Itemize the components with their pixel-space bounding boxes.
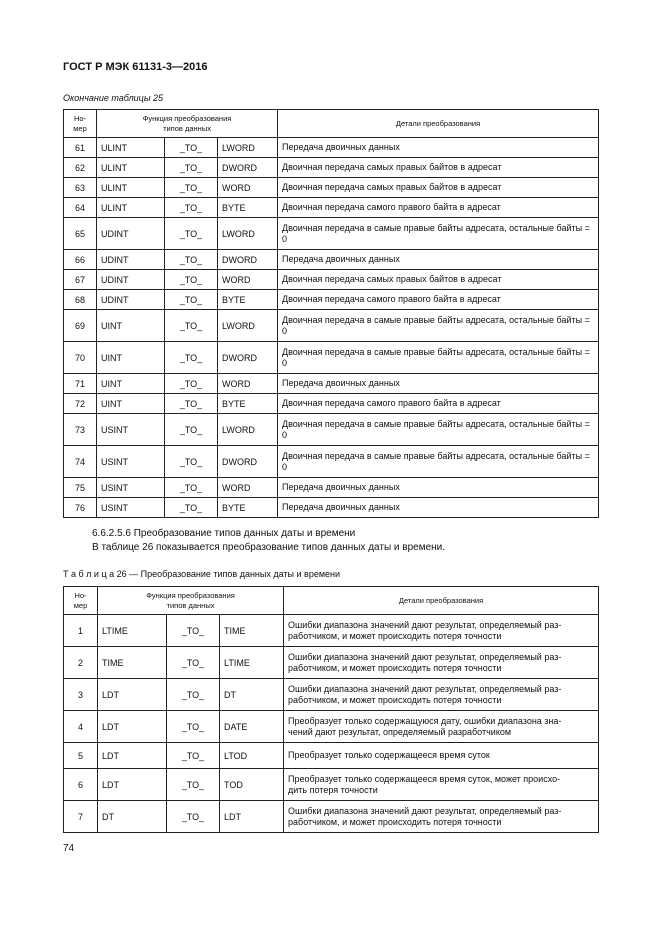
table-row <box>64 801 599 833</box>
row-number: 63 <box>64 178 97 198</box>
conversion-details: Передача двоичных данных <box>278 138 599 158</box>
header-number: Но- мер <box>64 110 97 138</box>
to-operator: _TO_ <box>165 342 218 374</box>
source-type: ULINT <box>97 198 165 218</box>
source-type: USINT <box>97 446 165 478</box>
source-type: UINT <box>97 394 165 414</box>
row-number: 65 <box>64 218 97 250</box>
table-row <box>64 679 599 711</box>
to-operator: _TO_ <box>167 647 220 679</box>
target-type: DWORD <box>218 250 278 270</box>
target-type: WORD <box>218 270 278 290</box>
conversion-details: Передача двоичных данных <box>278 478 599 498</box>
conversion-details: Передача двоичных данных <box>278 498 599 518</box>
header-number: Но- мер <box>64 587 98 615</box>
target-type: DWORD <box>218 342 278 374</box>
table-row <box>64 198 599 218</box>
document-header: ГОСТ Р МЭК 61131-3—2016 <box>63 61 208 73</box>
conversion-details: Двоичная передача самых правых байтов в адресат <box>278 178 599 198</box>
source-type: LDT <box>98 711 167 743</box>
conversion-details: Двоичная передача в самые правые байты адресата, остальные байты = 0 <box>278 446 599 478</box>
to-operator: _TO_ <box>165 198 218 218</box>
table-25 <box>63 109 599 518</box>
table-row <box>64 711 599 743</box>
table-row <box>64 290 599 310</box>
row-number: 6 <box>64 769 98 801</box>
target-type: WORD <box>218 178 278 198</box>
row-number: 71 <box>64 374 97 394</box>
conversion-details: Передача двоичных данных <box>278 250 599 270</box>
conversion-details: Двоичная передача в самые правые байты адресата, остальные байты = 0 <box>278 342 599 374</box>
target-type: BYTE <box>218 394 278 414</box>
table25-caption: Окончание таблицы 25 <box>63 93 163 103</box>
row-number: 4 <box>64 711 98 743</box>
to-operator: _TO_ <box>165 138 218 158</box>
table-row <box>64 498 599 518</box>
source-type: UINT <box>97 374 165 394</box>
conversion-details: Двоичная передача самого правого байта в адресат <box>278 198 599 218</box>
table-row <box>64 615 599 647</box>
to-operator: _TO_ <box>165 250 218 270</box>
row-number: 72 <box>64 394 97 414</box>
target-type: DT <box>220 679 284 711</box>
conversion-details: Двоичная передача самого правого байта в адресат <box>278 394 599 414</box>
row-number: 64 <box>64 198 97 218</box>
table-row <box>64 414 599 446</box>
target-type: TIME <box>220 615 284 647</box>
table-row <box>64 178 599 198</box>
row-number: 7 <box>64 801 98 833</box>
conversion-details: Двоичная передача в самые правые байты адресата, остальные байты = 0 <box>278 218 599 250</box>
page-number: 74 <box>63 843 75 854</box>
source-type: UINT <box>97 310 165 342</box>
target-type: WORD <box>218 478 278 498</box>
conversion-details: Преобразует только содержащуюся дату, ошибки диапазона зна- чений дают результат, определяемый разработчиком <box>284 711 599 743</box>
target-type: DATE <box>220 711 284 743</box>
to-operator: _TO_ <box>165 178 218 198</box>
table-row <box>64 446 599 478</box>
source-type: ULINT <box>97 178 165 198</box>
row-number: 1 <box>64 615 98 647</box>
section-text: В таблице 26 показывается преобразование типов данных даты и времени. <box>92 542 446 553</box>
conversion-details: Передача двоичных данных <box>278 374 599 394</box>
conversion-details: Ошибки диапазона значений дают результат, определяемый раз- работчиком, и может происходить потеря точности <box>284 801 599 833</box>
source-type: ULINT <box>97 138 165 158</box>
table-row <box>64 158 599 178</box>
to-operator: _TO_ <box>165 218 218 250</box>
row-number: 62 <box>64 158 97 178</box>
table-row <box>64 310 599 342</box>
conversion-details: Преобразует только содержащееся время суток, может происхо- дить потеря точности <box>284 769 599 801</box>
to-operator: _TO_ <box>165 310 218 342</box>
row-number: 75 <box>64 478 97 498</box>
to-operator: _TO_ <box>167 769 220 801</box>
target-type: LWORD <box>218 310 278 342</box>
row-number: 70 <box>64 342 97 374</box>
row-number: 5 <box>64 743 98 769</box>
section-title: 6.6.2.5.6 Преобразование типов данных даты и времени <box>92 528 356 539</box>
to-operator: _TO_ <box>167 711 220 743</box>
row-number: 66 <box>64 250 97 270</box>
table-26 <box>63 586 599 833</box>
source-type: ULINT <box>97 158 165 178</box>
conversion-details: Ошибки диапазона значений дают результат, определяемый раз- работчиком, и может происходить потеря точности <box>284 679 599 711</box>
conversion-details: Преобразует только содержащееся время суток <box>284 743 599 769</box>
source-type: UDINT <box>97 290 165 310</box>
target-type: BYTE <box>218 198 278 218</box>
table-row <box>64 138 599 158</box>
row-number: 2 <box>64 647 98 679</box>
to-operator: _TO_ <box>165 394 218 414</box>
to-operator: _TO_ <box>167 679 220 711</box>
table-row <box>64 218 599 250</box>
source-type: UINT <box>97 342 165 374</box>
header-details: Детали преобразования <box>284 587 599 615</box>
row-number: 76 <box>64 498 97 518</box>
target-type: BYTE <box>218 290 278 310</box>
source-type: LDT <box>98 743 167 769</box>
row-number: 68 <box>64 290 97 310</box>
source-type: LDT <box>98 769 167 801</box>
conversion-details: Двоичная передача самых правых байтов в адресат <box>278 270 599 290</box>
table-row <box>64 250 599 270</box>
conversion-details: Ошибки диапазона значений дают результат, определяемый раз- работчиком, и может происходить потеря точности <box>284 615 599 647</box>
target-type: LWORD <box>218 414 278 446</box>
target-type: BYTE <box>218 498 278 518</box>
table-row <box>64 478 599 498</box>
target-type: WORD <box>218 374 278 394</box>
source-type: TIME <box>98 647 167 679</box>
to-operator: _TO_ <box>165 446 218 478</box>
target-type: TOD <box>220 769 284 801</box>
conversion-details: Двоичная передача в самые правые байты адресата, остальные байты = 0 <box>278 414 599 446</box>
table-row <box>64 342 599 374</box>
source-type: UDINT <box>97 218 165 250</box>
table-row <box>64 769 599 801</box>
table26-caption: Т а б л и ц а 26 — Преобразование типов данных даты и времени <box>63 569 341 579</box>
table-row <box>64 394 599 414</box>
to-operator: _TO_ <box>165 414 218 446</box>
row-number: 61 <box>64 138 97 158</box>
to-operator: _TO_ <box>165 374 218 394</box>
to-operator: _TO_ <box>167 801 220 833</box>
conversion-details: Двоичная передача самого правого байта в адресат <box>278 290 599 310</box>
source-type: LDT <box>98 679 167 711</box>
header-function: Функция преобразования типов данных <box>98 587 284 615</box>
source-type: UDINT <box>97 270 165 290</box>
target-type: LWORD <box>218 138 278 158</box>
conversion-details: Двоичная передача самых правых байтов в адресат <box>278 158 599 178</box>
source-type: UDINT <box>97 250 165 270</box>
target-type: LWORD <box>218 218 278 250</box>
header-function: Функция преобразования типов данных <box>97 110 278 138</box>
source-type: USINT <box>97 414 165 446</box>
source-type: LTIME <box>98 615 167 647</box>
row-number: 74 <box>64 446 97 478</box>
to-operator: _TO_ <box>167 743 220 769</box>
target-type: LTOD <box>220 743 284 769</box>
to-operator: _TO_ <box>165 158 218 178</box>
conversion-details: Двоичная передача в самые правые байты адресата, остальные байты = 0 <box>278 310 599 342</box>
source-type: USINT <box>97 498 165 518</box>
header-details: Детали преобразования <box>278 110 599 138</box>
target-type: LTIME <box>220 647 284 679</box>
table-row <box>64 270 599 290</box>
to-operator: _TO_ <box>165 498 218 518</box>
to-operator: _TO_ <box>165 290 218 310</box>
to-operator: _TO_ <box>167 615 220 647</box>
table-row <box>64 647 599 679</box>
target-type: LDT <box>220 801 284 833</box>
row-number: 73 <box>64 414 97 446</box>
table-row <box>64 743 599 769</box>
row-number: 69 <box>64 310 97 342</box>
row-number: 3 <box>64 679 98 711</box>
target-type: DWORD <box>218 158 278 178</box>
table-row <box>64 374 599 394</box>
target-type: DWORD <box>218 446 278 478</box>
to-operator: _TO_ <box>165 270 218 290</box>
conversion-details: Ошибки диапазона значений дают результат, определяемый раз- работчиком, и может происходить потеря точности <box>284 647 599 679</box>
to-operator: _TO_ <box>165 478 218 498</box>
source-type: DT <box>98 801 167 833</box>
source-type: USINT <box>97 478 165 498</box>
row-number: 67 <box>64 270 97 290</box>
